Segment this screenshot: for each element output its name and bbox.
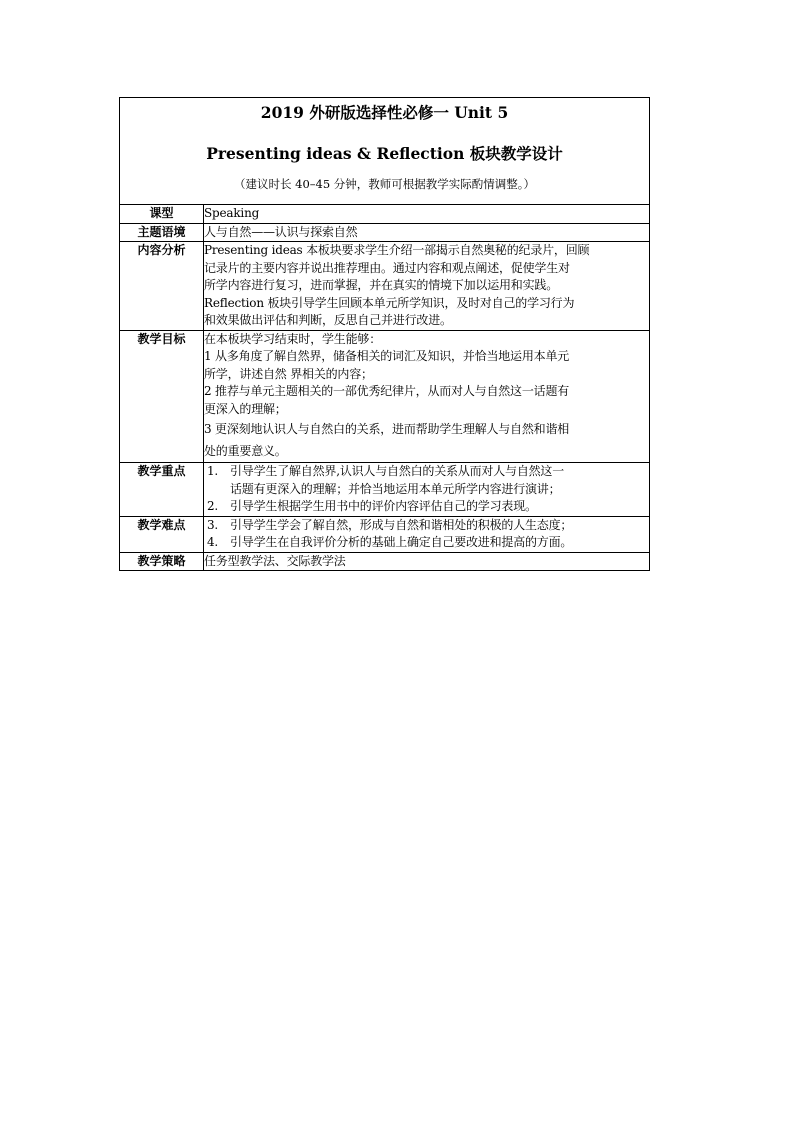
table-header-row — [120, 98, 650, 205]
row-content-teaching-strategy — [204, 552, 650, 571]
content-line: 人与自然——认识与探索自然 — [204, 224, 358, 239]
document-title: 2019 外研版选择性必修一 Unit 5 — [260, 103, 509, 122]
content-line: 2 推荐与单元主题相关的一部优秀纪律片，从而对人与自然这一话题有 — [204, 384, 570, 398]
table-row — [120, 516, 650, 552]
content-line: 所学，讲述自然 界相关的内容； — [204, 366, 373, 381]
row-label-theme-context: 主题语境 — [120, 223, 204, 242]
content-line: 引导学生在自我评价分析的基础上确定自己要改进和提高的方面。 — [230, 535, 573, 549]
content-line: Speaking — [204, 206, 260, 220]
content-line: 处的重要意义。 — [204, 444, 287, 458]
table-row — [120, 242, 650, 331]
list-item — [204, 517, 649, 535]
list-number: 3. — [207, 517, 219, 532]
row-content-content-analysis — [204, 242, 650, 331]
table-row — [120, 330, 650, 463]
lesson-plan-table — [119, 97, 650, 571]
list-number: 2. — [207, 499, 219, 513]
content-line: Reflection 板块引导学生回顾本单元所学知识，及时对自己的学习行为 — [204, 295, 575, 310]
content-line: 和效果做出评估和判断，反思自己并进行改进。 — [204, 313, 452, 327]
row-label-content-analysis: 内容分析 — [120, 242, 204, 331]
list-item — [204, 534, 649, 552]
table-row — [120, 223, 650, 242]
list-item — [204, 498, 649, 516]
table-row — [120, 205, 650, 224]
duration-note: （建议时长 40–45 分钟，教师可根据教学实际酌情调整。） — [233, 177, 536, 191]
content-line: 1 从多角度了解自然界，储备相关的词汇及知识，并恰当地运用本单元 — [204, 349, 570, 363]
row-content-course-type — [204, 205, 650, 224]
document-header — [120, 98, 650, 205]
content-line: 引导学生学会了解自然，形成与自然和谐相处的积极的人生态度； — [230, 517, 573, 532]
document-subtitle-title: Presenting ideas & Reflection 板块教学设计 — [206, 144, 563, 163]
row-label-teaching-objectives: 教学目标 — [120, 330, 204, 463]
content-line: 引导学生了解自然界,认识人与自然白的关系从而对人与自然这一 — [230, 464, 565, 478]
list-number: 4. — [207, 535, 219, 549]
numbered-list — [204, 517, 649, 552]
row-label-teaching-strategy: 教学策略 — [120, 552, 204, 571]
table-row — [120, 463, 650, 517]
content-line: 所学内容进行复习，进而掌握，并在真实的情境下加以运用和实践。 — [204, 278, 559, 292]
list-item — [204, 463, 649, 498]
content-line: 更深入的理解； — [204, 401, 287, 416]
content-line: 任务型教学法、交际教学法 — [204, 553, 346, 568]
content-line: 3 更深刻地认识人与自然白的关系，进而帮助学生理解人与自然和谐相 — [204, 422, 570, 436]
content-line: 话题有更深入的理解；并恰当地运用本单元所学内容进行演讲； — [230, 481, 561, 496]
row-label-difficult-points: 教学难点 — [120, 516, 204, 552]
row-content-teaching-objectives — [204, 330, 650, 463]
content-line: 记录片的主要内容并说出推荐理由。通过内容和观点阐述，促使学生对 — [204, 260, 570, 275]
content-line: 在本板块学习结束时，学生能够： — [204, 331, 382, 346]
row-label-course-type: 课型 — [120, 205, 204, 224]
row-label-key-points: 教学重点 — [120, 463, 204, 517]
content-line: 引导学生根据学生用书中的评价内容评估自己的学习表现。 — [230, 499, 537, 513]
list-number: 1. — [207, 464, 219, 478]
numbered-list — [204, 463, 649, 516]
content-line: Presenting ideas 本板块要求学生介绍一部揭示自然奥秘的纪录片，回顾 — [204, 243, 590, 257]
table-row — [120, 552, 650, 571]
row-content-difficult-points — [204, 516, 650, 552]
row-content-theme-context — [204, 223, 650, 242]
row-content-key-points — [204, 463, 650, 517]
